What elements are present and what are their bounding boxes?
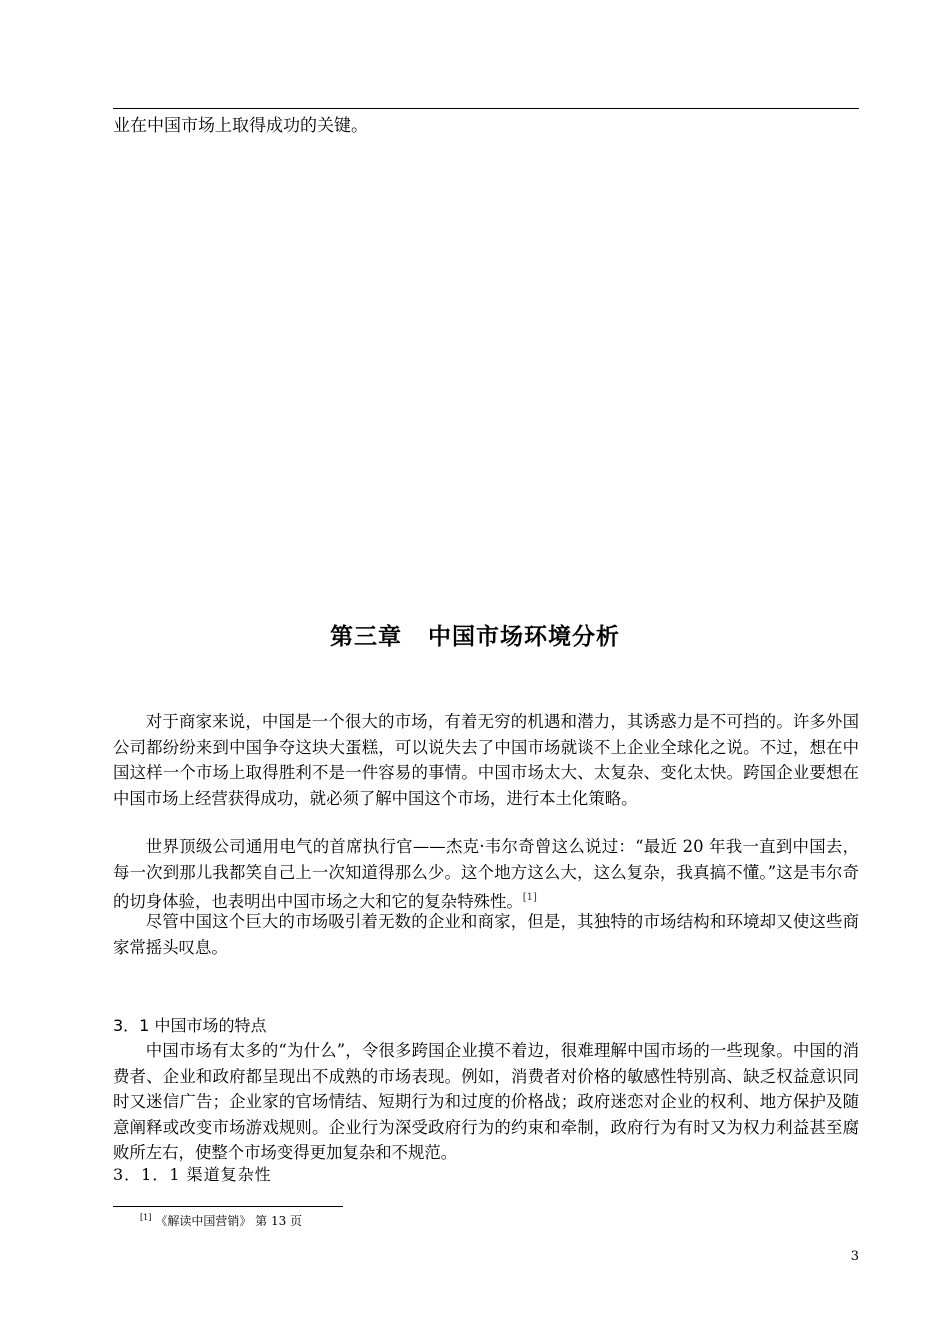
footnote-reference[interactable]: [1] bbox=[522, 892, 537, 904]
paragraph-2 bbox=[113, 834, 859, 915]
chapter-number: 第三章 bbox=[330, 624, 402, 650]
paragraph-text: 尽管中国这个巨大的市场吸引着无数的企业和商家，但是，其独特的市场结构和环境却又使这些商家常摇头叹息。 bbox=[113, 912, 859, 957]
subsection-heading: 3．1．1 渠道复杂性 bbox=[113, 1165, 272, 1184]
continuation-text: 业在中国市场上取得成功的关键。 bbox=[113, 116, 368, 136]
footnote-text: 《解读中国营销》 第 13 页 bbox=[155, 1214, 303, 1228]
paragraph-text: 世界顶级公司通用电气的首席执行官——杰克·韦尔奇曾这么说过：“最近 20 年我一直到中国去，每一次到那儿我都笑自己上一次知道得那么少。这个地方这么大，这么复杂，我真搞不懂。”这是韦尔奇的切身体验，也表明出中国市场之大和它的复杂特殊性。 bbox=[113, 837, 859, 912]
footnote bbox=[140, 1212, 302, 1229]
footnote-rule bbox=[113, 1206, 343, 1207]
paragraph-4 bbox=[113, 1038, 859, 1166]
paragraph-1 bbox=[113, 709, 859, 811]
paragraph-3 bbox=[113, 909, 859, 960]
page-number: 3 bbox=[850, 1249, 859, 1264]
paragraph-text: 中国市场有太多的“为什么”，令很多跨国企业摸不着边，很难理解中国市场的一些现象。中国的消费者、企业和政府都呈现出不成熟的市场表现。例如，消费者对价格的敏感性特别高、缺乏权益意识同时又迷信广告；企业家的官场情结、短期行为和过度的价格战；政府迷恋对企业的权利、地方保护及随意阐释或改变市场游戏规则。企业行为深受政府行为的约束和牵制，政府行为有时又为权力利益甚至腐败所左右，使整个市场变得更加复杂和不规范。 bbox=[113, 1041, 859, 1163]
paragraph-quote bbox=[113, 834, 859, 915]
paragraph-text: 对于商家来说，中国是一个很大的市场，有着无穷的机遇和潜力，其诱惑力是不可挡的。许多外国公司都纷纷来到中国争夺这块大蛋糕，可以说失去了中国市场就谈不上企业全球化之说。不过，想在中国这样一个市场上取得胜利不是一件容易的事情。中国市场太大、太复杂、变化太快。跨国企业要想在中国市场上经营获得成功，就必须了解中国这个市场，进行本土化策略。 bbox=[113, 712, 859, 808]
chapter-title bbox=[0, 618, 950, 651]
footnote-mark: [1] bbox=[140, 1213, 152, 1222]
chapter-name: 中国市场环境分析 bbox=[428, 624, 620, 650]
section-heading: 3．1 中国市场的特点 bbox=[113, 1016, 267, 1035]
header-rule bbox=[113, 108, 859, 109]
